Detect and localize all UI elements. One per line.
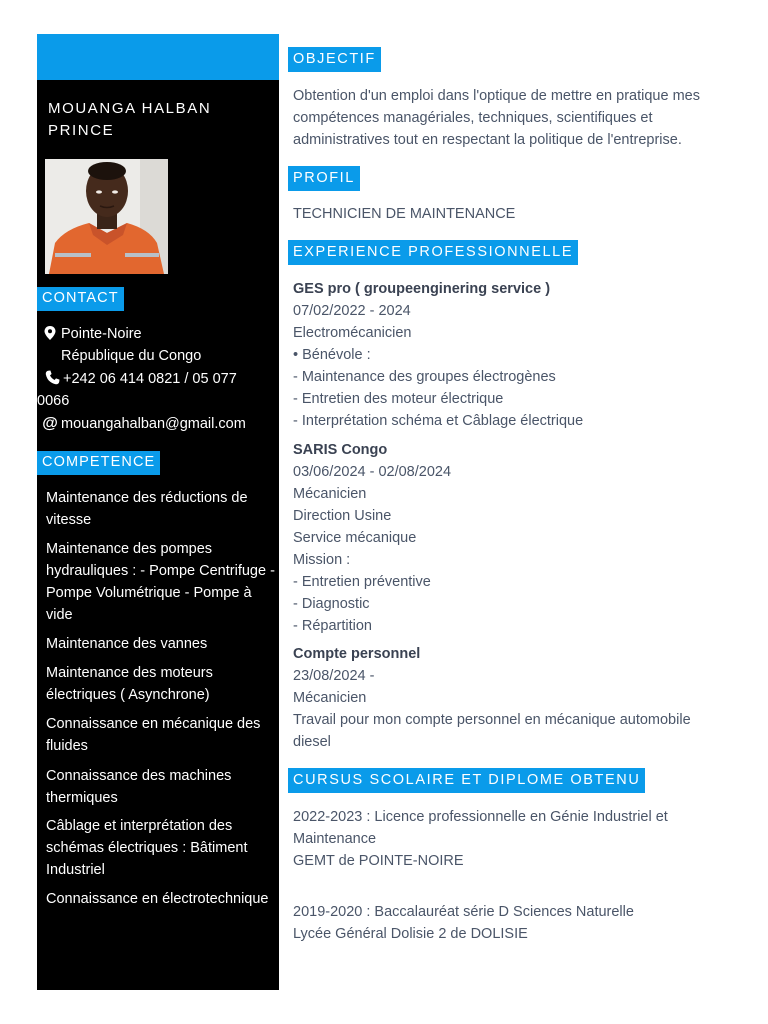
skill-item: Maintenance des vannes [46, 636, 208, 652]
at-sign-icon: @ [42, 415, 58, 432]
email-address[interactable]: mouangahalban@gmail.com [61, 416, 246, 432]
skill-item: Connaissance en mécanique des fluides [46, 716, 261, 754]
contact-location [37, 323, 201, 367]
diploma-title: 2019-2020 : Baccalauréat série D Sciences Naturelle [293, 904, 634, 920]
job-detail: - Entretien des moteur électrique [293, 391, 504, 407]
job-detail: Direction Usine [293, 508, 392, 524]
phone-number-continued: 0066 [37, 393, 70, 409]
company-name: SARIS Congo [293, 442, 388, 458]
job-detail: Travail pour mon compte personnel en mécanique automobile diesel [293, 712, 691, 750]
job-dates: 23/08/2024 - [293, 668, 375, 684]
job-detail: - Répartition [293, 618, 372, 634]
job-dates: 03/06/2024 - 02/08/2024 [293, 464, 452, 480]
experience-entry [293, 439, 733, 637]
location-country: République du Congo [61, 348, 202, 364]
job-detail: - Diagnostic [293, 596, 370, 612]
map-pin-icon [39, 323, 61, 345]
job-detail: - Interprétation schéma et Câblage électrique [293, 413, 584, 429]
job-title: Mécanicien [293, 486, 367, 502]
location-city: Pointe-Noire [61, 326, 142, 342]
contact-email [37, 413, 246, 435]
profil-text: TECHNICIEN DE MAINTENANCE [293, 206, 516, 222]
school-name: GEMT de POINTE-NOIRE [293, 853, 464, 869]
job-detail: Service mécanique [293, 530, 417, 546]
education-entry [293, 806, 708, 872]
company-name: Compte personnel [293, 646, 421, 662]
profil-heading: PROFIL [288, 166, 360, 191]
sidebar-accent-bar [37, 34, 279, 80]
company-name: GES pro ( groupeenginering service ) [293, 281, 551, 297]
cursus-heading: CURSUS SCOLAIRE ET DIPLOME OBTENU [288, 768, 645, 793]
job-detail: • Bénévole : [293, 347, 371, 363]
experience-entry [293, 643, 723, 753]
objectif-heading: OBJECTIF [288, 47, 381, 72]
phone-number: +242 06 414 0821 / 05 077 [63, 371, 237, 387]
candidate-name: MOUANGA HALBAN PRINCE [48, 100, 212, 139]
job-title: Mécanicien [293, 690, 367, 706]
job-detail: Mission : [293, 552, 351, 568]
job-detail: - Maintenance des groupes électrogènes [293, 369, 556, 385]
skill-item: Connaissance en électrotechnique [46, 891, 269, 907]
job-title: Electromécanicien [293, 325, 412, 341]
skill-item: Câblage et interprétation des schémas électriques : Bâtiment Industriel [46, 818, 248, 878]
contact-heading: CONTACT [37, 287, 124, 311]
competence-heading: COMPETENCE [37, 451, 160, 475]
skill-item: Maintenance des moteurs électriques ( Asynchrone) [46, 665, 213, 703]
profile-photo [45, 159, 168, 274]
job-dates: 07/02/2022 - 2024 [293, 303, 411, 319]
contact-phone [37, 368, 237, 412]
education-entry [293, 901, 733, 945]
job-detail: - Entretien préventive [293, 574, 431, 590]
diploma-title: 2022-2023 : Licence professionnelle en Génie Industriel et Maintenance [293, 809, 668, 847]
skill-item: Maintenance des pompes hydrauliques : - Pompe Centrifuge - Pompe Volumétrique - Pompe à vide [46, 541, 275, 623]
skill-item: Connaissance des machines thermiques [46, 768, 232, 806]
experience-entry [293, 278, 733, 432]
phone-icon [41, 368, 63, 390]
school-name: Lycée Général Dolisie 2 de DOLISIE [293, 926, 528, 942]
objectif-text: Obtention d'un emploi dans l'optique de mettre en pratique mes compétences managériales, techniques, scientifiques et administratives tout en respectant la politique de l'entreprise. [293, 88, 700, 148]
experience-heading: EXPERIENCE PROFESSIONNELLE [288, 240, 578, 265]
sidebar [37, 34, 279, 990]
skill-item: Maintenance des réductions de vitesse [46, 490, 248, 528]
